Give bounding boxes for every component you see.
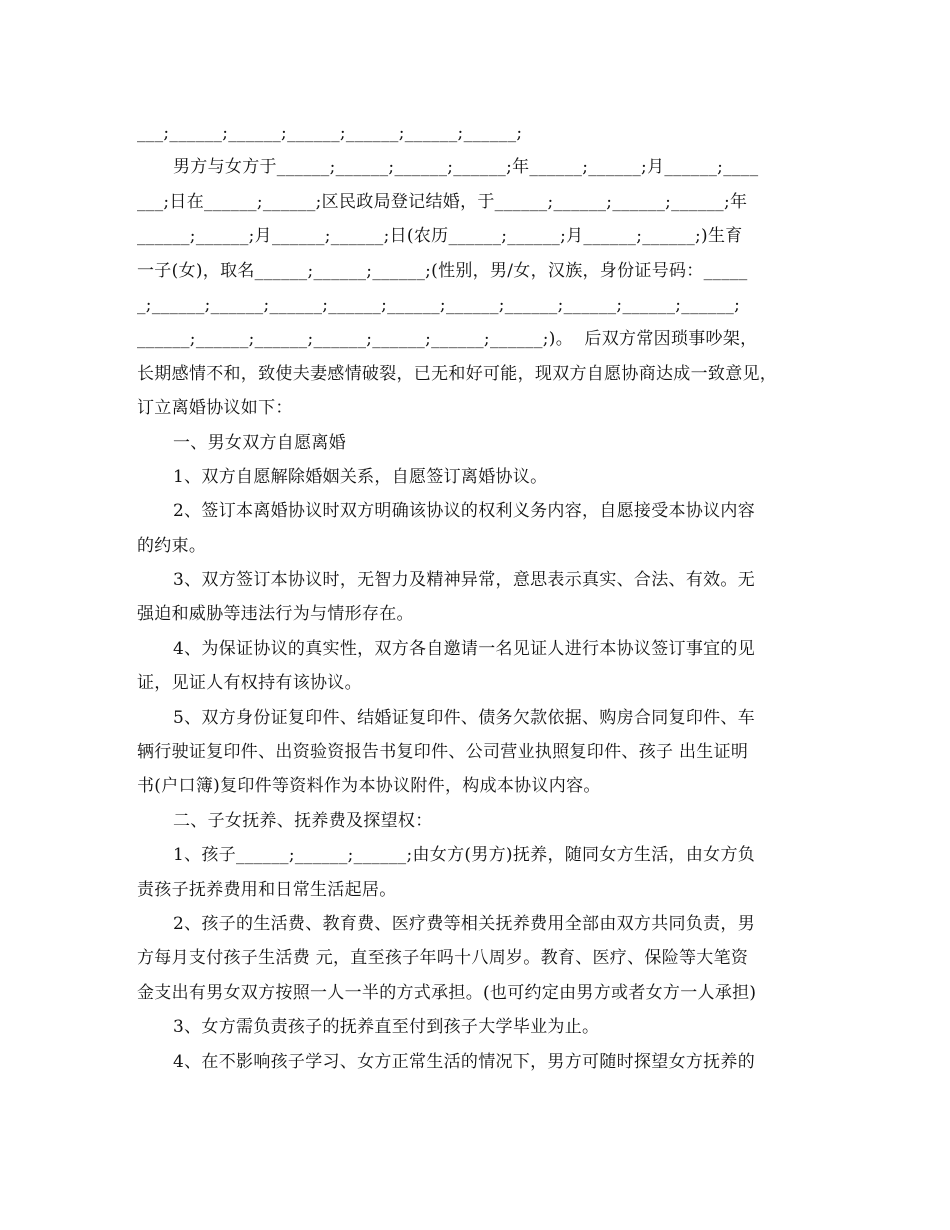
text-line: 1、孩子______;______;______;由女方(男方)抚养，随同女方生活，由女方负 (173, 845, 756, 866)
text-line: 责孩子抚养费用和日常生活起居。 (137, 879, 397, 900)
text-line: 金支出有男女双方按照一人一半的方式承担。(也可约定由男方或者女方一人承担) (137, 982, 757, 1003)
text-line: ___;日在______;______;区民政局登记结婚，于______;______;______;______;年 (137, 191, 748, 212)
text-line: 订立离婚协议如下： (137, 398, 293, 419)
document-body (137, 116, 817, 1079)
text-line: 2、孩子的生活费、教育费、医疗费等相关抚养费用全部由双方共同负责，男 (173, 913, 756, 934)
text-line: _;______;______;______;______;______;______;______;______;______;______; (137, 294, 741, 315)
text-line: ______;______;月______;______;日(农历______;______;月______;______;)生育 (137, 226, 743, 247)
text-line: 一、男女双方自愿离婚 (173, 432, 346, 453)
text-line: 强迫和威胁等违法行为与情形存在。 (137, 604, 414, 625)
text-line: 长期感情不和，致使夫妻感情破裂，已无和好可能，现双方自愿协商达成一致意见， (137, 363, 778, 384)
text-line: 方每月支付孩子生活费 元，直至孩子年吗十八周岁。教育、医疗、保险等大笔资 (137, 948, 749, 969)
text-line: 3、女方需负责孩子的抚养直至付到孩子大学毕业为止。 (173, 1017, 600, 1038)
text-line: 4、在不影响孩子学习、女方正常生活的情况下，男方可随时探望女方抚养的 (173, 1051, 756, 1072)
text-line: 3、双方签订本协议时，无智力及精神异常，意思表示真实、合法、有效。无 (173, 570, 756, 591)
text-line: ______;______;______;______;______;______;______;)。 后双方常因琐事吵架， (137, 329, 758, 350)
text-line: 辆行驶证复印件、出资验资报告书复印件、公司营业执照复印件、孩子 出生证明 (137, 742, 749, 763)
text-line: 书(户口簿)复印件等资料作为本协议附件，构成本协议内容。 (137, 776, 601, 797)
text-line: 的约束。 (137, 535, 207, 556)
text-line: 1、双方自愿解除婚姻关系，自愿签订离婚协议。 (173, 466, 548, 487)
text-line: 5、双方身份证复印件、结婚证复印件、债务欠款依据、购房合同复印件、车 (173, 707, 756, 728)
text-line: 二、子女抚养、抚养费及探望权： (173, 810, 433, 831)
text-line: 一子(女)，取名______;______;______;(性别，男/女，汉族，身份证号码：_____ (137, 260, 748, 281)
text-line: 2、签订本离婚协议时双方明确该协议的权利义务内容，自愿接受本协议内容 (173, 501, 756, 522)
text-line: 男方与女方于______;______;______;______;年______;______;月______;____ (173, 157, 759, 178)
text-line: 4、为保证协议的真实性，双方各自邀请一名见证人进行本协议签订事宜的见 (173, 638, 756, 659)
text-line: ___;______;______;______;______;______;______; (137, 123, 523, 143)
text-line: 证，见证人有权持有该协议。 (137, 673, 362, 694)
